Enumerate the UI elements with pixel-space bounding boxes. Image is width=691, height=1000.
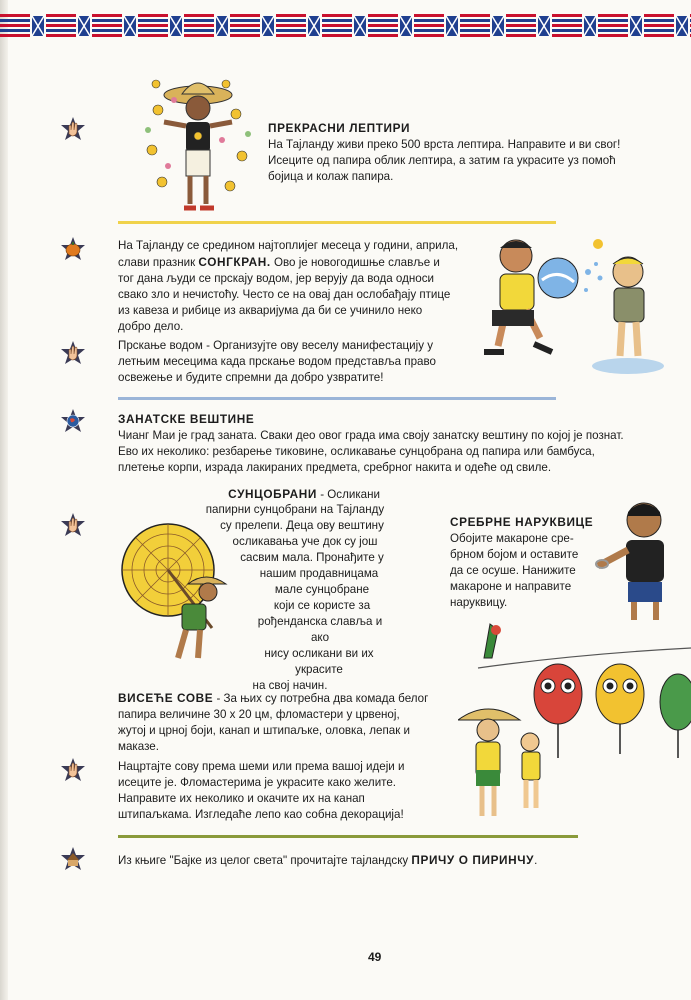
text-span: - Осликани <box>316 488 380 501</box>
flag-stripe <box>460 34 490 37</box>
girl-with-butterflies-illustration <box>138 70 258 220</box>
divider-olive <box>118 835 578 838</box>
flag-stripe <box>230 14 260 17</box>
umbrellas-text-body <box>186 502 390 694</box>
flag-stripe <box>322 14 352 17</box>
text-line: брном бојом и оставите <box>450 548 579 561</box>
flag-stripe <box>414 19 444 22</box>
children-with-owl-lanterns-illustration <box>458 618 691 828</box>
flag-stripe <box>598 34 628 37</box>
text-line: На Тајланду живи преко 500 врста лептира. Направите и ви свог! <box>268 138 621 151</box>
text-span: добро дело. <box>118 320 184 333</box>
text-line: Исеците од папира облик лептира, а затим га украсите уз помоћ <box>268 154 616 167</box>
flag-stripe <box>322 34 352 37</box>
hand-icon <box>60 512 86 538</box>
text-line: плетење корпи, израда лакираних предмета, сребрног накита и одеће од свиле. <box>118 461 552 474</box>
divider-blue <box>118 397 556 400</box>
text-line: наруквицу. <box>450 596 508 609</box>
divider-yellow <box>118 221 556 224</box>
text-line: макароне и направите <box>450 580 572 593</box>
flag-stripe <box>92 19 122 22</box>
text-line: нису осликани ви их украсите <box>264 647 374 676</box>
flag-stripe <box>644 14 674 17</box>
umbrellas-heading: СУНЦОБРАНИ <box>228 487 317 501</box>
owls-heading: ВИСЕЋЕ СОВЕ <box>118 691 214 705</box>
umbrellas-text <box>186 486 380 503</box>
flag-stripe <box>0 34 30 37</box>
text-line: штипаљкама. Изгледаће лепо као собна декорација! <box>118 808 404 821</box>
house-icon <box>60 846 86 872</box>
crafts-text <box>118 428 624 476</box>
flag-stripe <box>414 34 444 37</box>
flag-stripe <box>92 34 122 37</box>
flag-stripe <box>92 24 122 27</box>
flag-stripe <box>644 19 674 22</box>
flag-stripe <box>46 14 76 17</box>
butterflies-heading: ПРЕКРАСНИ ЛЕПТИРИ <box>268 121 411 135</box>
flag-stripe <box>552 19 582 22</box>
flag-stripe <box>0 19 30 22</box>
flag-stripe <box>92 29 122 32</box>
text-span: тог дана људи се прскају водом, јер верују да вода односи <box>118 272 434 285</box>
story-text <box>118 852 537 869</box>
hand-icon <box>60 340 86 366</box>
text-span: из кавеза и рибице из акваријума да би се учинило неко <box>118 304 423 317</box>
text-line <box>118 319 458 335</box>
flag-stripe <box>598 19 628 22</box>
flag-stripe <box>506 19 536 22</box>
text-line: сасвим мала. Пронађите у <box>240 551 384 564</box>
flag-stripe <box>552 14 582 17</box>
flag-stripe <box>552 34 582 37</box>
page-number: 49 <box>368 950 382 964</box>
flag-stripe <box>230 29 260 32</box>
story-title: ПРИЧУ О ПИРИНЧУ <box>411 853 535 867</box>
flag-stripe <box>598 24 628 27</box>
text-line: Прскање водом - Организујте ову веселу манифестацију у <box>118 339 434 352</box>
boy-with-bracelet-illustration <box>588 494 678 624</box>
flag-stripe <box>506 29 536 32</box>
hand-icon <box>60 116 86 142</box>
flag-stripe <box>46 34 76 37</box>
flag-stripe <box>230 19 260 22</box>
flag-stripe <box>0 24 30 27</box>
text-line: да се осуше. Нанижите <box>450 564 576 577</box>
flag-stripe <box>368 29 398 32</box>
text-span: Ово је новогодишње славље и <box>270 256 440 269</box>
flag-stripe <box>138 24 168 27</box>
flag-stripe <box>414 29 444 32</box>
flag-stripe <box>460 14 490 17</box>
flag-stripe <box>276 14 306 17</box>
text-line <box>118 690 428 707</box>
text-line: који се користе за <box>273 599 371 612</box>
flag-stripe <box>184 24 214 27</box>
text-line: папирни сунцобрани на Тајланду <box>205 503 385 516</box>
text-line: жутој и црној боји, канап и штипаљке, оловка, лепак и <box>118 724 410 737</box>
text-span: Из књиге "Бајке из целог света" прочитајте тајландску <box>118 854 412 867</box>
flag-stripe <box>46 19 76 22</box>
flag-stripe <box>460 24 490 27</box>
text-line <box>118 271 458 287</box>
flag-stripe <box>230 34 260 37</box>
butterflies-text <box>268 137 620 185</box>
water-splashing-boys-illustration <box>478 234 668 384</box>
flag-stripe <box>598 14 628 17</box>
flag-stripe <box>368 14 398 17</box>
owls-text <box>118 690 428 755</box>
owls-instructions <box>118 759 404 823</box>
text-line: на свој начин. <box>252 679 328 692</box>
flag-stripe <box>138 34 168 37</box>
flag-stripe <box>414 14 444 17</box>
flag-stripe <box>184 14 214 17</box>
flag-stripe <box>138 29 168 32</box>
text-line <box>118 254 458 271</box>
text-line: осликавања уче док су још <box>232 535 378 548</box>
text-span: . <box>534 854 538 867</box>
text-span: слави празник <box>118 256 199 269</box>
flag-stripe <box>276 29 306 32</box>
flag-stripe <box>506 24 536 27</box>
songkran-keyword: СОНГКРАН. <box>198 255 271 269</box>
globe-icon <box>60 408 86 434</box>
text-line: Чианг Маи је град заната. Сваки део овог града има своју занатску вештину по којој је познат. <box>118 429 624 442</box>
flag-stripe <box>368 34 398 37</box>
crafts-heading: ЗАНАТСКЕ ВЕШТИНЕ <box>118 412 255 426</box>
flag-stripe <box>184 19 214 22</box>
flag-stripe <box>92 14 122 17</box>
flag-stripe <box>138 19 168 22</box>
flag-stripe <box>138 14 168 17</box>
text-line: мале сунцобране <box>274 583 370 596</box>
flag-stripe <box>552 29 582 32</box>
text-line: рођенданска славља и ако <box>257 615 383 644</box>
flag-stripe <box>460 29 490 32</box>
flag-stripe <box>644 34 674 37</box>
flag-stripe <box>276 19 306 22</box>
flag-stripe <box>552 24 582 27</box>
flag-stripe <box>598 29 628 32</box>
flag-stripe <box>46 29 76 32</box>
flag-stripe <box>506 14 536 17</box>
text-line: бојица и колаж папира. <box>268 170 394 183</box>
text-line: исеците је. Фломастерима је украсите како желите. <box>118 776 397 789</box>
text-line <box>186 486 380 503</box>
text-line: су прелепи. Деца ову вештину <box>220 519 384 532</box>
flag-stripe <box>230 24 260 27</box>
text-line: освежење и будите спремни да добро узвратите! <box>118 371 384 384</box>
text-line: маказе. <box>118 740 159 753</box>
flag-stripe <box>322 24 352 27</box>
flag-stripe <box>276 34 306 37</box>
text-line <box>118 238 458 254</box>
flag-stripe <box>184 29 214 32</box>
flag-stripe <box>414 24 444 27</box>
songkran-text <box>118 238 458 335</box>
flag-stripe <box>368 19 398 22</box>
text-line: нашим продавницама <box>259 567 379 580</box>
flag-stripe <box>322 29 352 32</box>
flag-stripe <box>460 19 490 22</box>
bracelets-heading: СРЕБРНЕ НАРУКВИЦЕ <box>450 515 594 529</box>
text-line <box>118 287 458 303</box>
water-splash-text <box>118 338 436 386</box>
bracelets-text <box>450 531 578 611</box>
flag-stripe <box>0 14 30 17</box>
flag-stripe <box>184 34 214 37</box>
flag-border <box>0 14 691 40</box>
flag-stripe <box>0 29 30 32</box>
text-span: - За њих су потребна два комада белог <box>213 692 429 705</box>
text-line: Нацртајте сову према шеми или према вашој идеји и <box>118 760 405 773</box>
flag-stripe <box>276 24 306 27</box>
flag-stripe <box>368 24 398 27</box>
text-line: летњим месецима када прскање водом представља право <box>118 355 436 368</box>
flag-stripe <box>644 24 674 27</box>
hand-icon <box>60 757 86 783</box>
flag-stripe <box>506 34 536 37</box>
flag-stripe <box>46 24 76 27</box>
pumpkin-icon <box>60 236 86 262</box>
text-line: Ево их неколико: резбарење тиковине, осликавање сунцобрана од папира или бамбуса, <box>118 445 595 458</box>
text-line <box>118 303 458 319</box>
text-span: На Тајланду се средином најтоплијег месеца у години, априла, <box>118 239 459 252</box>
text-line: папира величине 30 х 20 цм, фломастери у црвеној, <box>118 708 400 721</box>
text-span: свако зло и нечистоћу. Често се на овај дан ослобађају птице <box>118 288 451 301</box>
text-line: Обојите макароне сре- <box>450 532 574 545</box>
flag-stripe <box>644 29 674 32</box>
binding-edge <box>0 0 8 1000</box>
text-line: Направите их неколико и окачите их на канап <box>118 792 365 805</box>
flag-stripe <box>322 19 352 22</box>
